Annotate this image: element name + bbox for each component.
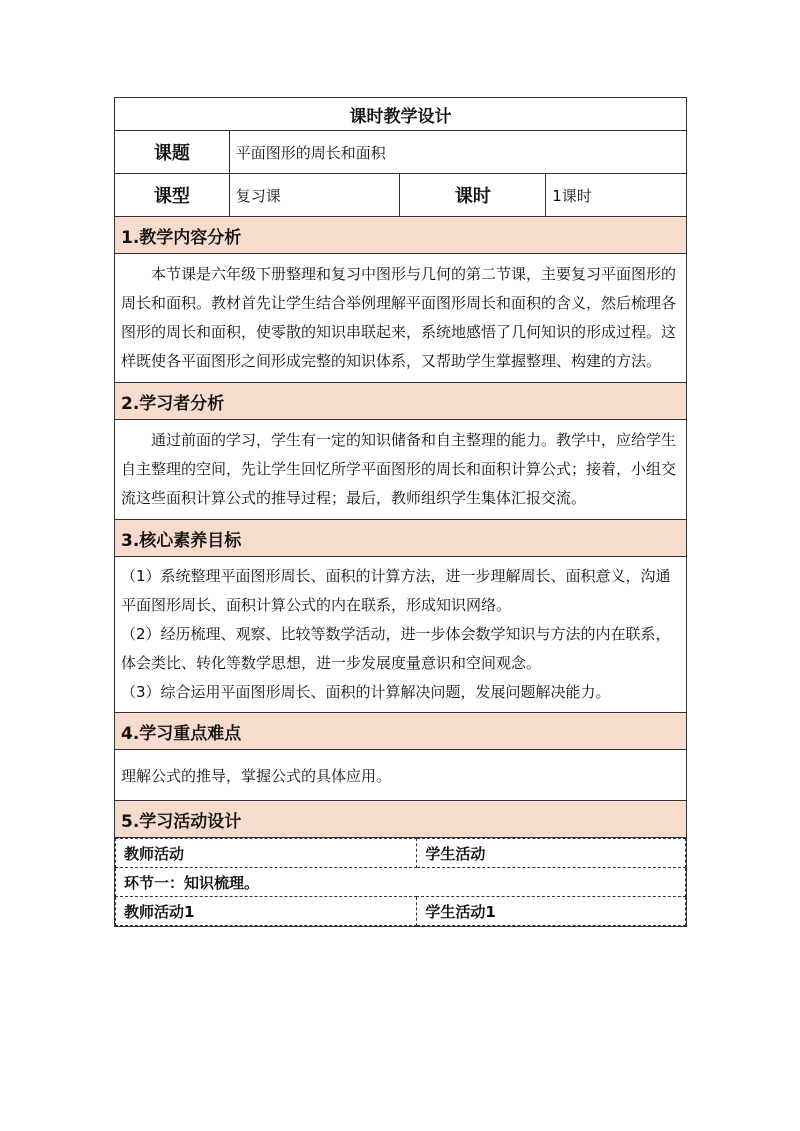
- section-heading-learner-analysis: 2.学习者分析: [115, 383, 687, 420]
- teacher-activity-header: 教师活动: [116, 839, 417, 868]
- lesson-type-value: 复习课: [229, 174, 400, 217]
- topic-value: 平面图形的周长和面积: [229, 131, 686, 174]
- student-activity-1: 学生活动1: [417, 897, 686, 926]
- period-label: 课时: [400, 174, 546, 217]
- section-heading-core-goals: 3.核心素养目标: [115, 520, 687, 557]
- document-title: 课时教学设计: [115, 98, 687, 131]
- lesson-type-label: 课型: [115, 174, 230, 217]
- goal-item-1: （1）系统整理平面图形周长、面积的计算方法，进一步理解周长、面积意义，沟通平面图形周长、面积计算公式的内在联系，形成知识网络。: [121, 567, 671, 614]
- activity-design-block: [115, 838, 687, 927]
- learner-analysis-text: 通过前面的学习，学生有一定的知识储备和自主整理的能力。教学中，应给学生自主整理的空间，先让学生回忆所学平面图形的周长和面积计算公式；接着，小组交流这些面积计算公式的推导过程；最后，教师组织学生集体汇报交流。: [115, 420, 687, 520]
- section-heading-content-analysis: 1.教学内容分析: [115, 217, 687, 254]
- stage-one-label: 环节一：知识梳理。: [116, 868, 686, 897]
- goal-item-2: （2）经历梳理、观察、比较等数学活动，进一步体会数学知识与方法的内在联系，体会类比、转化等数学思想，进一步发展度量意识和空间观念。: [121, 625, 671, 672]
- period-value: 1课时: [546, 174, 687, 217]
- lesson-design-table: [114, 97, 687, 927]
- content-analysis-text: 本节课是六年级下册整理和复习中图形与几何的第二节课，主要复习平面图形的周长和面积。教材首先让学生结合举例理解平面图形周长和面积的含义，然后梳理各图形的周长和面积，使零散的知识串联起来，系统地感悟了几何知识的形成过程。这样既使各平面图形之间形成完整的知识体系，又帮助学生掌握整理、构建的方法。: [115, 254, 687, 383]
- section-heading-activity-design: 5.学习活动设计: [115, 801, 687, 838]
- section-heading-key-points: 4.学习重点难点: [115, 713, 687, 750]
- student-activity-header: 学生活动: [417, 839, 686, 868]
- core-goals-list: [115, 557, 687, 713]
- teacher-activity-1: 教师活动1: [116, 897, 417, 926]
- goal-item-3: （3）综合运用平面图形周长、面积的计算解决问题，发展问题解决能力。: [121, 683, 611, 701]
- topic-label: 课题: [115, 131, 230, 174]
- activity-table: [115, 838, 686, 926]
- key-points-text: 理解公式的推导，掌握公式的具体应用。: [115, 750, 687, 801]
